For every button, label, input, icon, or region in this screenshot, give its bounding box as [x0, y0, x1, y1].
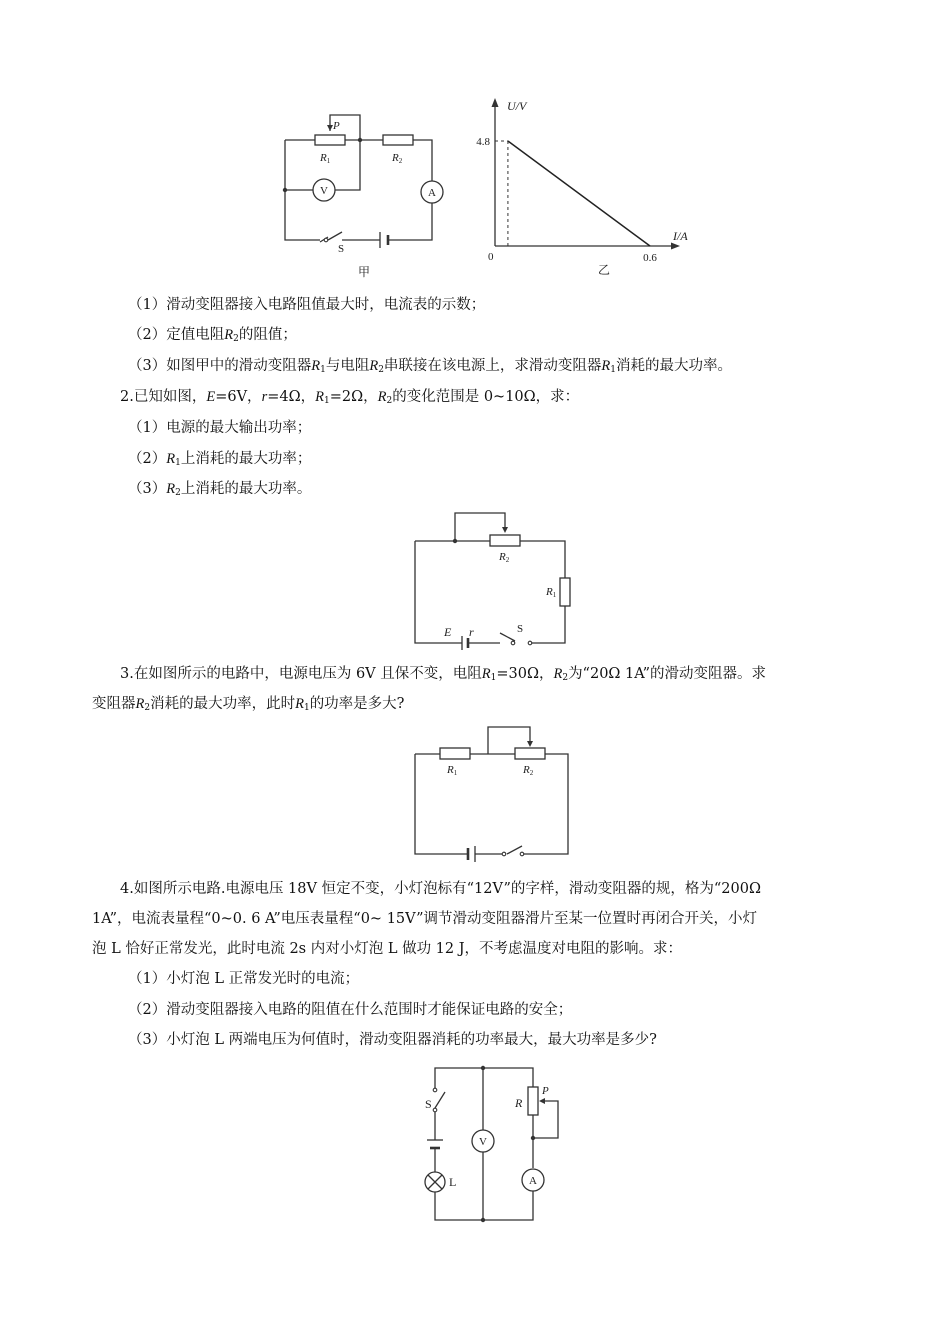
- svg-text:R2: R2: [523, 764, 534, 777]
- svg-text:R2: R2: [499, 551, 510, 564]
- p1-q3: （3）如图甲中的滑动变阻器$R_1$与电阻$R_2$串联接在该电源上，求滑动变阻器$R_1$消耗的最大功率。: [128, 358, 733, 375]
- internal-resistance-label: r: [469, 625, 474, 639]
- p4-q2: （2）滑动变阻器接入电路的阻值在什么范围时才能保证电路的安全；: [128, 1002, 573, 1018]
- y-tick-label: 4.8: [476, 136, 490, 148]
- x-tick-label: 0.6: [643, 252, 657, 264]
- emf-label: E: [444, 625, 452, 639]
- svg-text:R1: R1: [546, 586, 557, 599]
- x-axis-label: I/A: [673, 229, 688, 243]
- p3-line2: 变阻器$R_2$消耗的最大功率，此时$R_1$的功率是多大?: [92, 696, 405, 713]
- circuit-diagram-jia: [280, 110, 450, 280]
- circuit-diagram-4: [415, 1060, 575, 1230]
- svg-text:R2: R2: [392, 152, 403, 165]
- p4-q1: （1）小灯泡 L 正常发光时的电流；: [128, 971, 360, 987]
- switch-label-s: S: [425, 1097, 432, 1111]
- r1-label: R: [320, 152, 327, 164]
- rheostat-label-r: R: [515, 1096, 523, 1110]
- p4-line1: 4.如图所示电路.电源电压 18V 恒定不变，小灯泡标有“12V”的字样，滑动变阻器的规，格为“200Ω: [120, 881, 761, 897]
- p2-stem: 2.已知如图，E=6V，r=4Ω，$R_1=2\Omega$，$R_2$的变化范围是 0~10Ω，求：: [120, 389, 580, 406]
- p4-line2: 1A”，电流表量程“0~0. 6 A”电压表量程“0~ 15V”调节滑动变阻器滑片至某一位置时再闭合开关，小灯: [92, 911, 758, 927]
- p2-q2: $(2)R_1$上消耗的最大功率；: [128, 451, 312, 468]
- p4-q3: （3）小灯泡 L 两端电压为何值时，滑动变阻器消耗的功率最大，最大功率是多少?: [128, 1032, 657, 1048]
- r1-label: R: [447, 764, 454, 776]
- ammeter-symbol: A: [428, 187, 436, 199]
- r2-label: R: [392, 152, 399, 164]
- p2-q1: （1）电源的最大输出功率；: [128, 420, 312, 436]
- y-axis-label: U/V: [507, 99, 527, 113]
- r2-label: R: [499, 551, 506, 563]
- switch-label-s: S: [338, 243, 345, 255]
- svg-text:R1: R1: [447, 764, 458, 777]
- circuit-diagram-3: [410, 722, 580, 862]
- switch-label-s: S: [517, 623, 524, 635]
- voltmeter-symbol: V: [320, 185, 328, 197]
- slider-label-p: P: [333, 120, 340, 132]
- caption-jia: 甲: [358, 265, 371, 279]
- r2-label: R: [523, 764, 530, 776]
- p3-line1: 3.在如图所示的电路中，电源电压为 6V 且保不变，电阻$R_1=30\Omega$，$R_2$为“20Ω 1A”的滑动变阻器。求: [120, 666, 767, 683]
- origin-label: 0: [488, 251, 494, 263]
- p4-line3: 泡 L 恰好正常发光，此时电流 2s 内对小灯泡 L 做功 12 J，不考虑温度对电阻的影响。求：: [92, 941, 683, 957]
- u-i-graph: [470, 98, 710, 278]
- p2-q3: $(3)R_2$上消耗的最大功率。: [128, 481, 312, 498]
- voltmeter-symbol: V: [479, 1136, 487, 1148]
- p1-q2: （2）定值电阻$R_2$的阻值；: [128, 327, 297, 344]
- caption-yi: 乙: [598, 263, 611, 277]
- series-line: [508, 141, 650, 246]
- r1-label: R: [546, 586, 553, 598]
- slider-label-p: P: [542, 1085, 549, 1097]
- circuit-diagram-2: [410, 508, 580, 648]
- svg-text:R1: R1: [320, 152, 331, 165]
- ammeter-symbol: A: [529, 1175, 537, 1187]
- lamp-label-l: L: [449, 1175, 457, 1189]
- p1-q1: （1）滑动变阻器接入电路阻值最大时，电流表的示数；: [128, 297, 486, 313]
